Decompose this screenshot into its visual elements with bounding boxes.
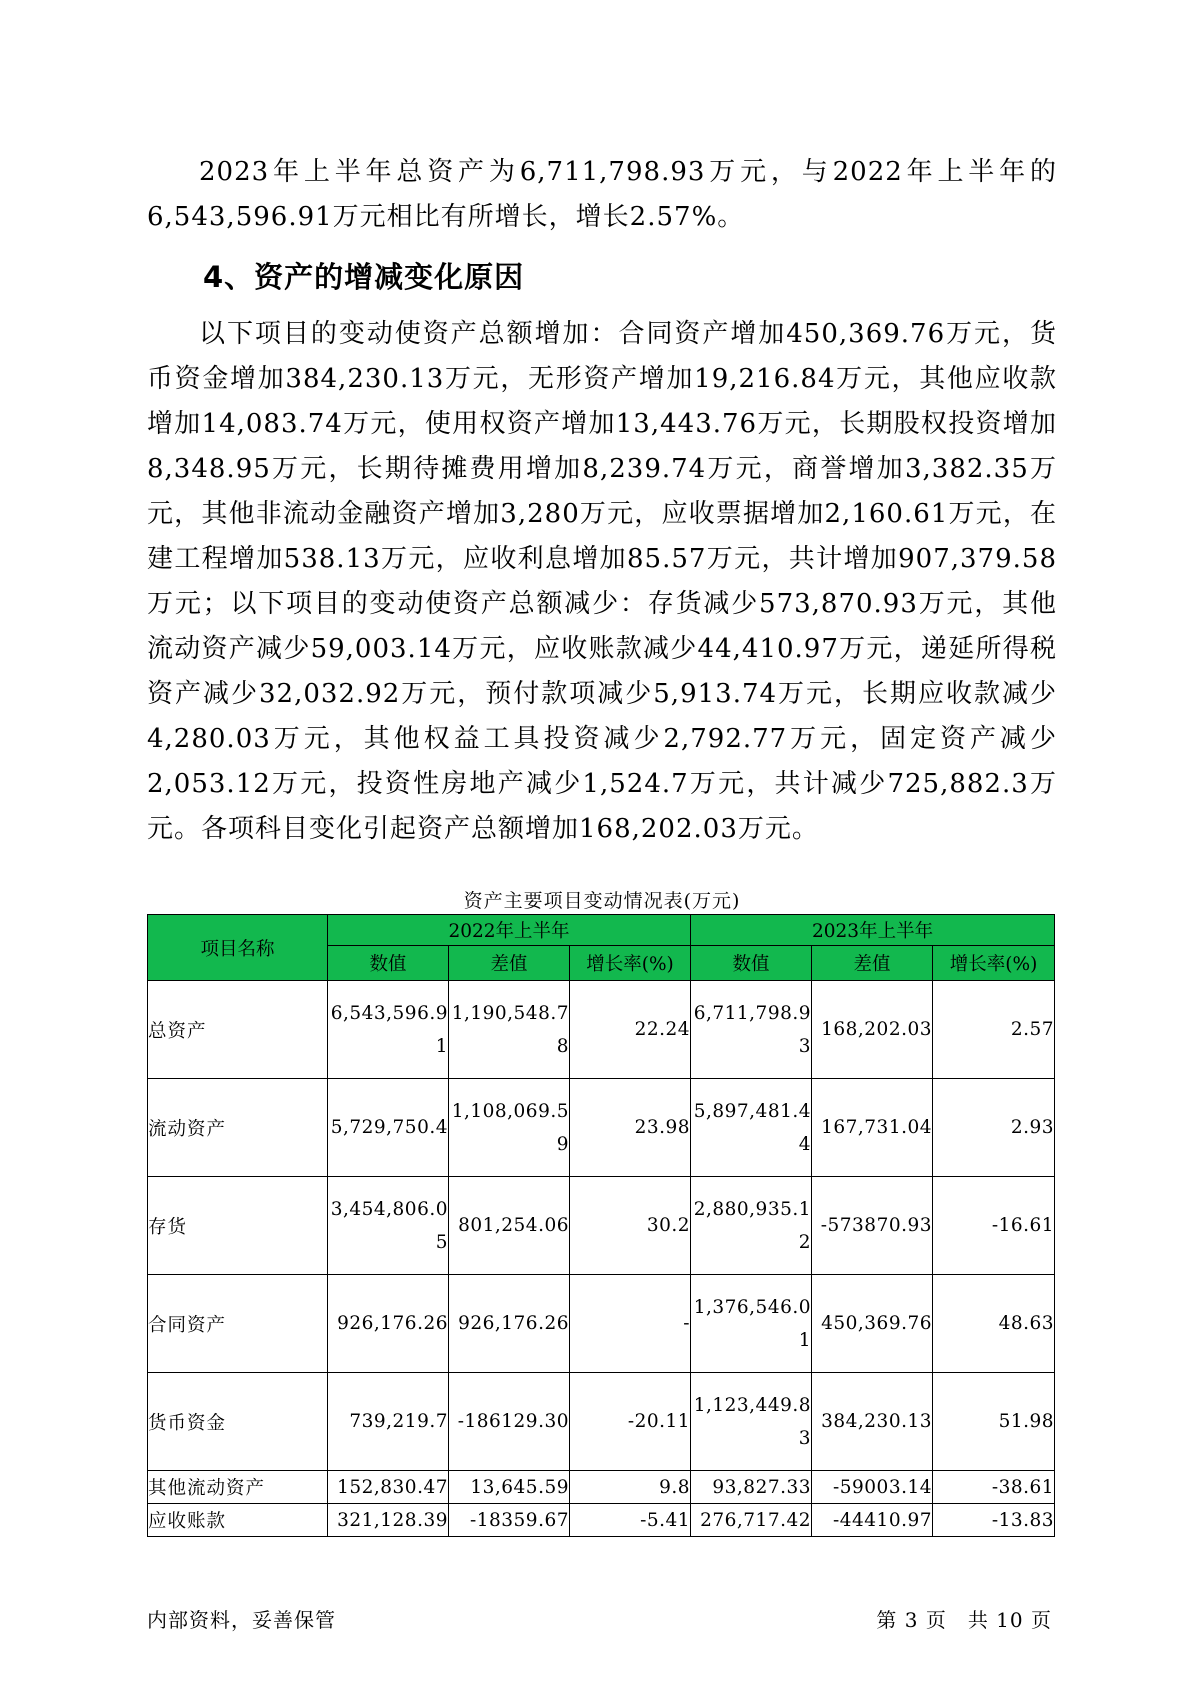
table-row	[148, 1079, 1055, 1177]
growth-2023: 48.63	[933, 1275, 1055, 1373]
growth-2023: 2.93	[933, 1079, 1055, 1177]
value-2023: 6,711,798.93	[691, 981, 812, 1079]
header-value-2023: 数值	[691, 946, 812, 981]
row-name: 合同资产	[148, 1275, 328, 1373]
table-row	[148, 1177, 1055, 1275]
header-item-name: 项目名称	[148, 915, 328, 981]
value-2022: 152,830.47	[328, 1471, 449, 1504]
value-2022: 3,454,806.05	[328, 1177, 449, 1275]
diff-2023: -573870.93	[812, 1177, 933, 1275]
value-2023: 1,376,546.01	[691, 1275, 812, 1373]
growth-2022: -5.41	[570, 1504, 691, 1537]
diff-2023: 384,230.13	[812, 1373, 933, 1471]
diff-2023: -44410.97	[812, 1504, 933, 1537]
diff-2022: -186129.30	[449, 1373, 570, 1471]
value-2023: 276,717.42	[691, 1504, 812, 1537]
diff-2022: 801,254.06	[449, 1177, 570, 1275]
row-name: 流动资产	[148, 1079, 328, 1177]
value-2022: 5,729,750.4	[328, 1079, 449, 1177]
header-growth-2023: 增长率(%)	[933, 946, 1055, 981]
growth-2023: -38.61	[933, 1471, 1055, 1504]
table-row	[148, 1373, 1055, 1471]
growth-2022: 30.2	[570, 1177, 691, 1275]
diff-2023: -59003.14	[812, 1471, 933, 1504]
growth-2023: 51.98	[933, 1373, 1055, 1471]
value-2022: 6,543,596.91	[328, 981, 449, 1079]
growth-2022: 23.98	[570, 1079, 691, 1177]
asset-change-reasons-paragraph: 以下项目的变动使资产总额增加：合同资产增加450,369.76万元，货币资金增加384,230.13万元，无形资产增加19,216.84万元，其他应收款增加14,083.74万元，使用权资产增加13,443.76万元，长期股权投资增加8,348.95万元，长期待摊费用增加8,239.74万元，商誉增加3,382.35万元，其他非流动金融资产增加3,280万元，应收票据增加2,160.61万元，在建工程增加538.13万元，应收利息增加85.57万元，共计增加907,379.58万元；以下项目的变动使资产总额减少：存货减少573,870.93万元，其他流动资产减少59,003.14万元，应收账款减少44,410.97万元，递延所得税资产减少32,032.92万元，预付款项减少5,913.74万元，长期应收款减少4,280.03万元，其他权益工具投资减少2,792.77万元，固定资产减少2,053.12万元，投资性房地产减少1,524.7万元，共计减少725,882.3万元。各项科目变化引起资产总额增加168,202.03万元。	[147, 319, 1057, 844]
table-row	[148, 1471, 1055, 1504]
value-2022: 321,128.39	[328, 1504, 449, 1537]
row-name: 应收账款	[148, 1504, 328, 1537]
header-year-2023: 2023年上半年	[691, 915, 1055, 946]
diff-2022: 926,176.26	[449, 1275, 570, 1373]
value-2022: 926,176.26	[328, 1275, 449, 1373]
growth-2022: 9.8	[570, 1471, 691, 1504]
row-name: 总资产	[148, 981, 328, 1079]
table-row	[148, 1275, 1055, 1373]
diff-2023: 450,369.76	[812, 1275, 933, 1373]
value-2022: 739,219.7	[328, 1373, 449, 1471]
header-growth-2022: 增长率(%)	[570, 946, 691, 981]
row-name: 其他流动资产	[148, 1471, 328, 1504]
header-diff-2022: 差值	[449, 946, 570, 981]
growth-2023: -13.83	[933, 1504, 1055, 1537]
header-value-2022: 数值	[328, 946, 449, 981]
table-row	[148, 1504, 1055, 1537]
growth-2022: -20.11	[570, 1373, 691, 1471]
header-year-2022: 2022年上半年	[328, 915, 691, 946]
growth-2023: 2.57	[933, 981, 1055, 1079]
growth-2022: 22.24	[570, 981, 691, 1079]
footer-confidential-note: 内部资料，妥善保管	[147, 1608, 336, 1632]
table-caption: 资产主要项目变动情况表(万元)	[463, 890, 741, 912]
row-name: 货币资金	[148, 1373, 328, 1471]
diff-2023: 168,202.03	[812, 981, 933, 1079]
diff-2022: 13,645.59	[449, 1471, 570, 1504]
asset-changes-table	[147, 914, 1055, 1537]
value-2023: 2,880,935.12	[691, 1177, 812, 1275]
growth-2022: -	[570, 1275, 691, 1373]
diff-2023: 167,731.04	[812, 1079, 933, 1177]
footer-page-number: 第 3 页 共 10 页	[876, 1608, 1052, 1632]
header-diff-2023: 差值	[812, 946, 933, 981]
diff-2022: 1,108,069.59	[449, 1079, 570, 1177]
growth-2023: -16.61	[933, 1177, 1055, 1275]
diff-2022: -18359.67	[449, 1504, 570, 1537]
value-2023: 1,123,449.83	[691, 1373, 812, 1471]
total-assets-paragraph: 2023年上半年总资产为6,711,798.93万元，与2022年上半年的6,543,596.91万元相比有所增长，增长2.57%。	[147, 157, 1057, 232]
diff-2022: 1,190,548.78	[449, 981, 570, 1079]
value-2023: 93,827.33	[691, 1471, 812, 1504]
value-2023: 5,897,481.44	[691, 1079, 812, 1177]
section-heading: 4、资产的增减变化原因	[203, 260, 525, 294]
row-name: 存货	[148, 1177, 328, 1275]
table-row	[148, 981, 1055, 1079]
